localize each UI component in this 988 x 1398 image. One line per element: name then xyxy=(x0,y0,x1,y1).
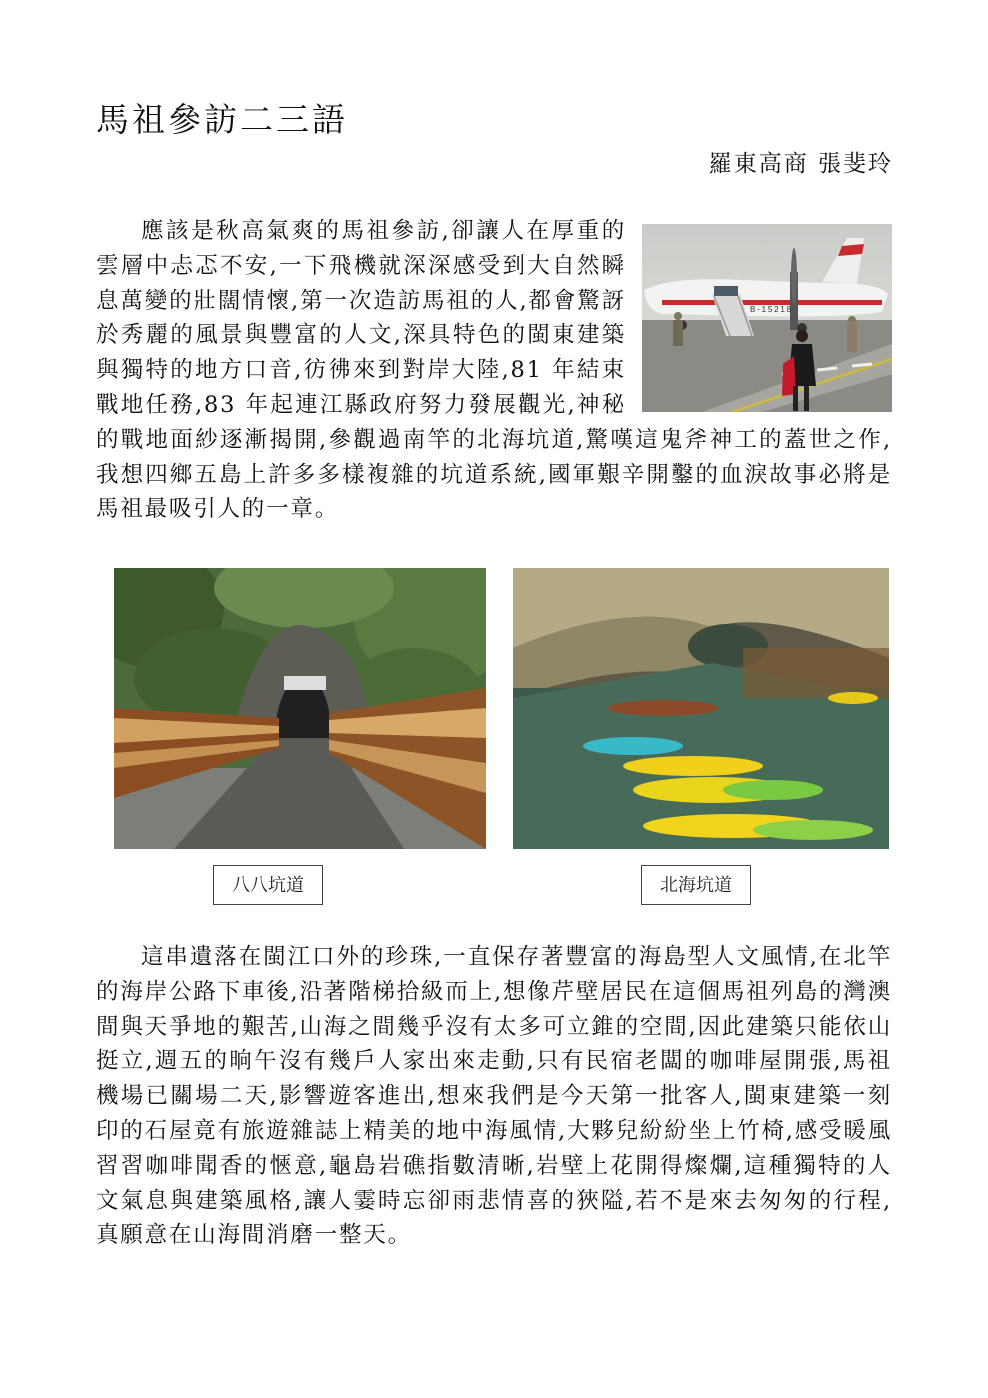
beihai-tunnel-photo xyxy=(513,568,889,849)
page-title: 馬祖參訪二三語 xyxy=(96,100,348,139)
tunnel-88-photo xyxy=(114,568,486,849)
caption-beihai-tunnel: 北海坑道 xyxy=(641,865,751,905)
airport-photo xyxy=(642,224,892,412)
author-line: 羅東高商 張斐玲 xyxy=(708,151,893,177)
plane-registration: B-15218 xyxy=(750,305,793,314)
paragraph-2: 這串遺落在閩江口外的珍珠,一直保存著豐富的海島型人文風情,在北竿的海岸公路下車後,沿著階梯拾級而上,想像芹壁居民在這個馬祖列島的灣澳間與天爭地的艱苦,山海之間幾乎沒有太多可立錐的空間,因此建築只能依山挺立,週五的晌午沒有幾戶人家出來走動,只有民宿老闆的咖啡屋開張,馬祖機場已關場二天,影響遊客進出,想來我們是今天第一批客人,閩東建築一刻印的石屋竟有旅遊雜誌上精美的地中海風情,大夥兒紛紛坐上竹椅,感受暖風習習咖啡聞香的愜意,龜島岩礁指數清晰,岩壁上花開得燦爛,這種獨特的人文氣息與建築風格,讓人霎時忘卻雨悲情喜的狹隘,若不是來去匆匆的行程,真願意在山海間消磨一整天。 xyxy=(96,944,892,1249)
paragraph-1 xyxy=(96,214,892,527)
paragraph-1-text: 應該是秋高氣爽的馬祖參訪,卻讓人在厚重的雲層中忐忑不安,一下飛機就深深感受到大自然瞬息萬變的壯闊情懷,第一次造訪馬祖的人,都會驚訝於秀麗的風景與豐富的人文,深具特色的閩東建築與獨特的地方口音,彷彿來到對岸大陸,81 年結束戰地任務,83 年起連江縣政府努力發展觀光,神秘的戰地面紗逐漸揭開,參觀過南竿的北海坑道,驚嘆這鬼斧神工的蓋世之作,我想四鄉五島上許多多樣複雜的坑道系統,國軍艱辛開鑿的血淚故事必將是馬祖最吸引人的一章。 xyxy=(96,218,892,523)
caption-tunnel-88: 八八坑道 xyxy=(213,865,323,905)
